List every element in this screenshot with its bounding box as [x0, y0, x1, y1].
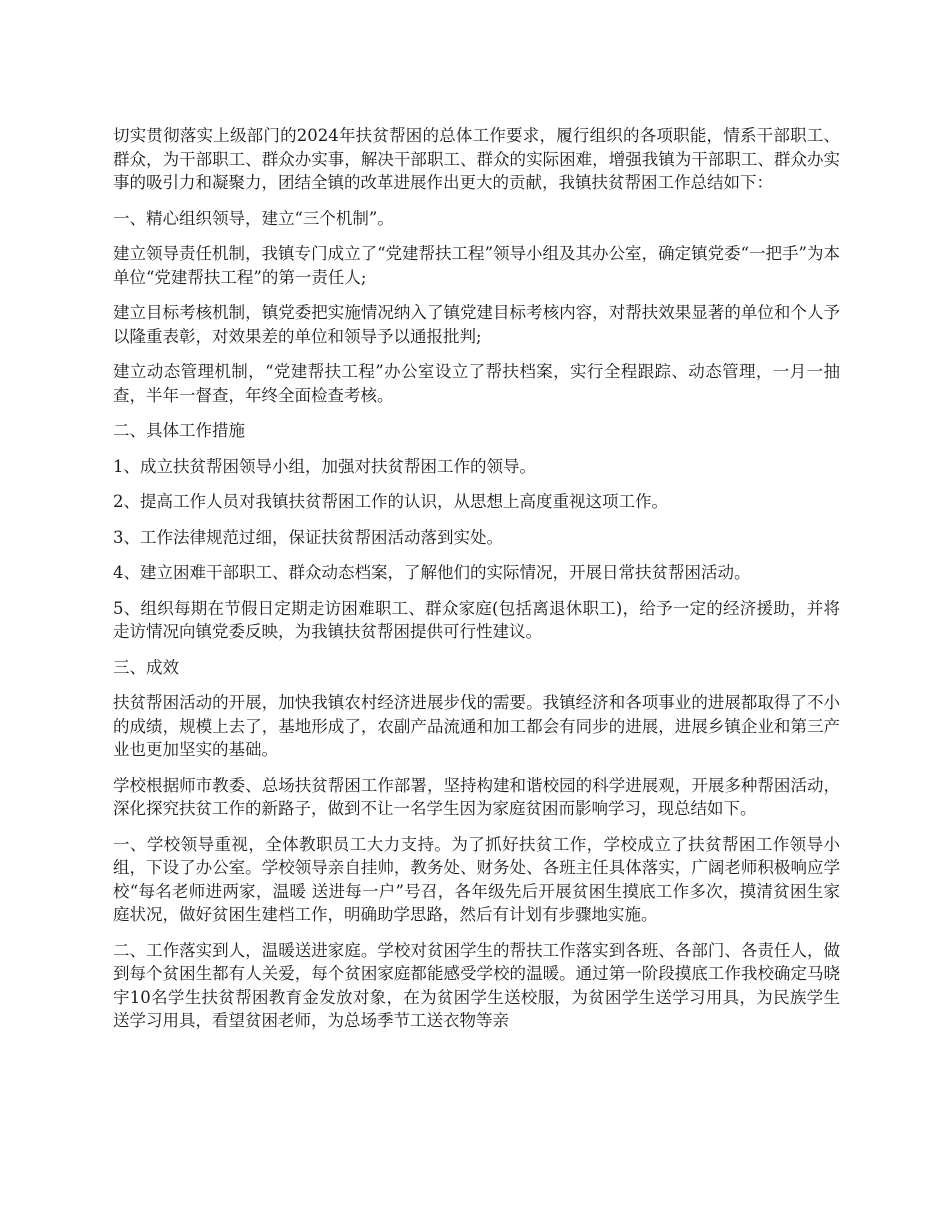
paragraph-school-implementation: 二、工作落实到人，温暖送进家庭。学校对贫困学生的帮扶工作落实到各班、各部门、各责任人，做到每个贫困生都有人关爱，每个贫困家庭都能感受学校的温暖。通过第一阶段摸底工作我校确定马晓宇10名学生扶贫帮困教育金发放对象，在为贫困学生送校服，为贫困学生送学习用具，为民族学生送学习用具，看望贫困老师，为总场季节工送衣物等亲	[113, 940, 840, 1030]
section-heading-3: 三、成效	[113, 657, 179, 677]
paragraph-dynamic-mechanism: 建立动态管理机制，“党建帮扶工程”办公室设立了帮扶档案，实行全程跟踪、动态管理，一月一抽查，半年一督查，年终全面检查考核。	[113, 362, 840, 405]
section-heading-1: 一、精心组织领导，建立“三个机制”。	[113, 208, 394, 228]
paragraph-school-leadership: 一、学校领导重视，全体教职员工大力支持。为了抓好扶贫工作，学校成立了扶贫帮困工作领导小组，下设了办公室。学校领导亲自挂帅，教务处、财务处、各班主任具体落实，广阔老师积极响应学校“每名老师进两家，温暖 送进每一户”号召，各年级先后开展贫困生摸底工作多次，摸清贫困生家庭状况，做好贫困生建档工作，明确助学思路，然后有计划有步骤地实施。	[113, 834, 840, 924]
measure-item-5: 5、组织每期在节假日定期走访困难职工、群众家庭(包括离退休职工)，给予一定的经济援助，并将走访情况向镇党委反映，为我镇扶贫帮困提供可行性建议。	[113, 598, 840, 641]
paragraph-results: 扶贫帮困活动的开展，加快我镇农村经济进展步伐的需要。我镇经济和各项事业的进展都取得了不小的成绩，规模上去了，基地形成了，农副产品流通和加工都会有同步的进展，进展乡镇企业和第三产业也更加坚实的基础。	[113, 693, 840, 759]
intro-paragraph: 切实贯彻落实上级部门的2024年扶贫帮困的总体工作要求，履行组织的各项职能，情系干部职工、群众，为干部职工、群众办实事，解决干部职工、群众的实际困难，增强我镇为干部职工、群众办实事的吸引力和凝聚力，团结全镇的改革进展作出更大的贡献，我镇扶贫帮困工作总结如下：	[113, 126, 840, 192]
measure-item-4: 4、建立困难干部职工、群众动态档案，了解他们的实际情况，开展日常扶贫帮困活动。	[113, 563, 751, 582]
section-heading-2: 二、具体工作措施	[113, 421, 245, 440]
paragraph-leadership-mechanism: 建立领导责任机制，我镇专门成立了“党建帮扶工程”领导小组及其办公室，确定镇党委“一把手”为本单位“党建帮扶工程”的第一责任人;	[113, 244, 840, 287]
measure-item-1: 1、成立扶贫帮困领导小组，加强对扶贫帮困工作的领导。	[113, 456, 536, 476]
document-page	[113, 124, 840, 1045]
paragraph-school-intro: 学校根据师市教委、总场扶贫帮困工作部署，坚持构建和谐校园的科学进展观，开展多种帮困活动，深化探究扶贫工作的新路子，做到不让一名学生因为家庭贫困而影响学习，现总结如下。	[113, 775, 840, 818]
paragraph-assessment-mechanism: 建立目标考核机制，镇党委把实施情况纳入了镇党建目标考核内容，对帮扶效果显著的单位和个人予以隆重表彰，对效果差的单位和领导予以通报批判;	[113, 303, 840, 346]
measure-item-2: 2、提高工作人员对我镇扶贫帮困工作的认识，从思想上高度重视这项工作。	[113, 492, 668, 511]
measure-item-3: 3、工作法律规范过细，保证扶贫帮困活动落到实处。	[113, 527, 503, 547]
